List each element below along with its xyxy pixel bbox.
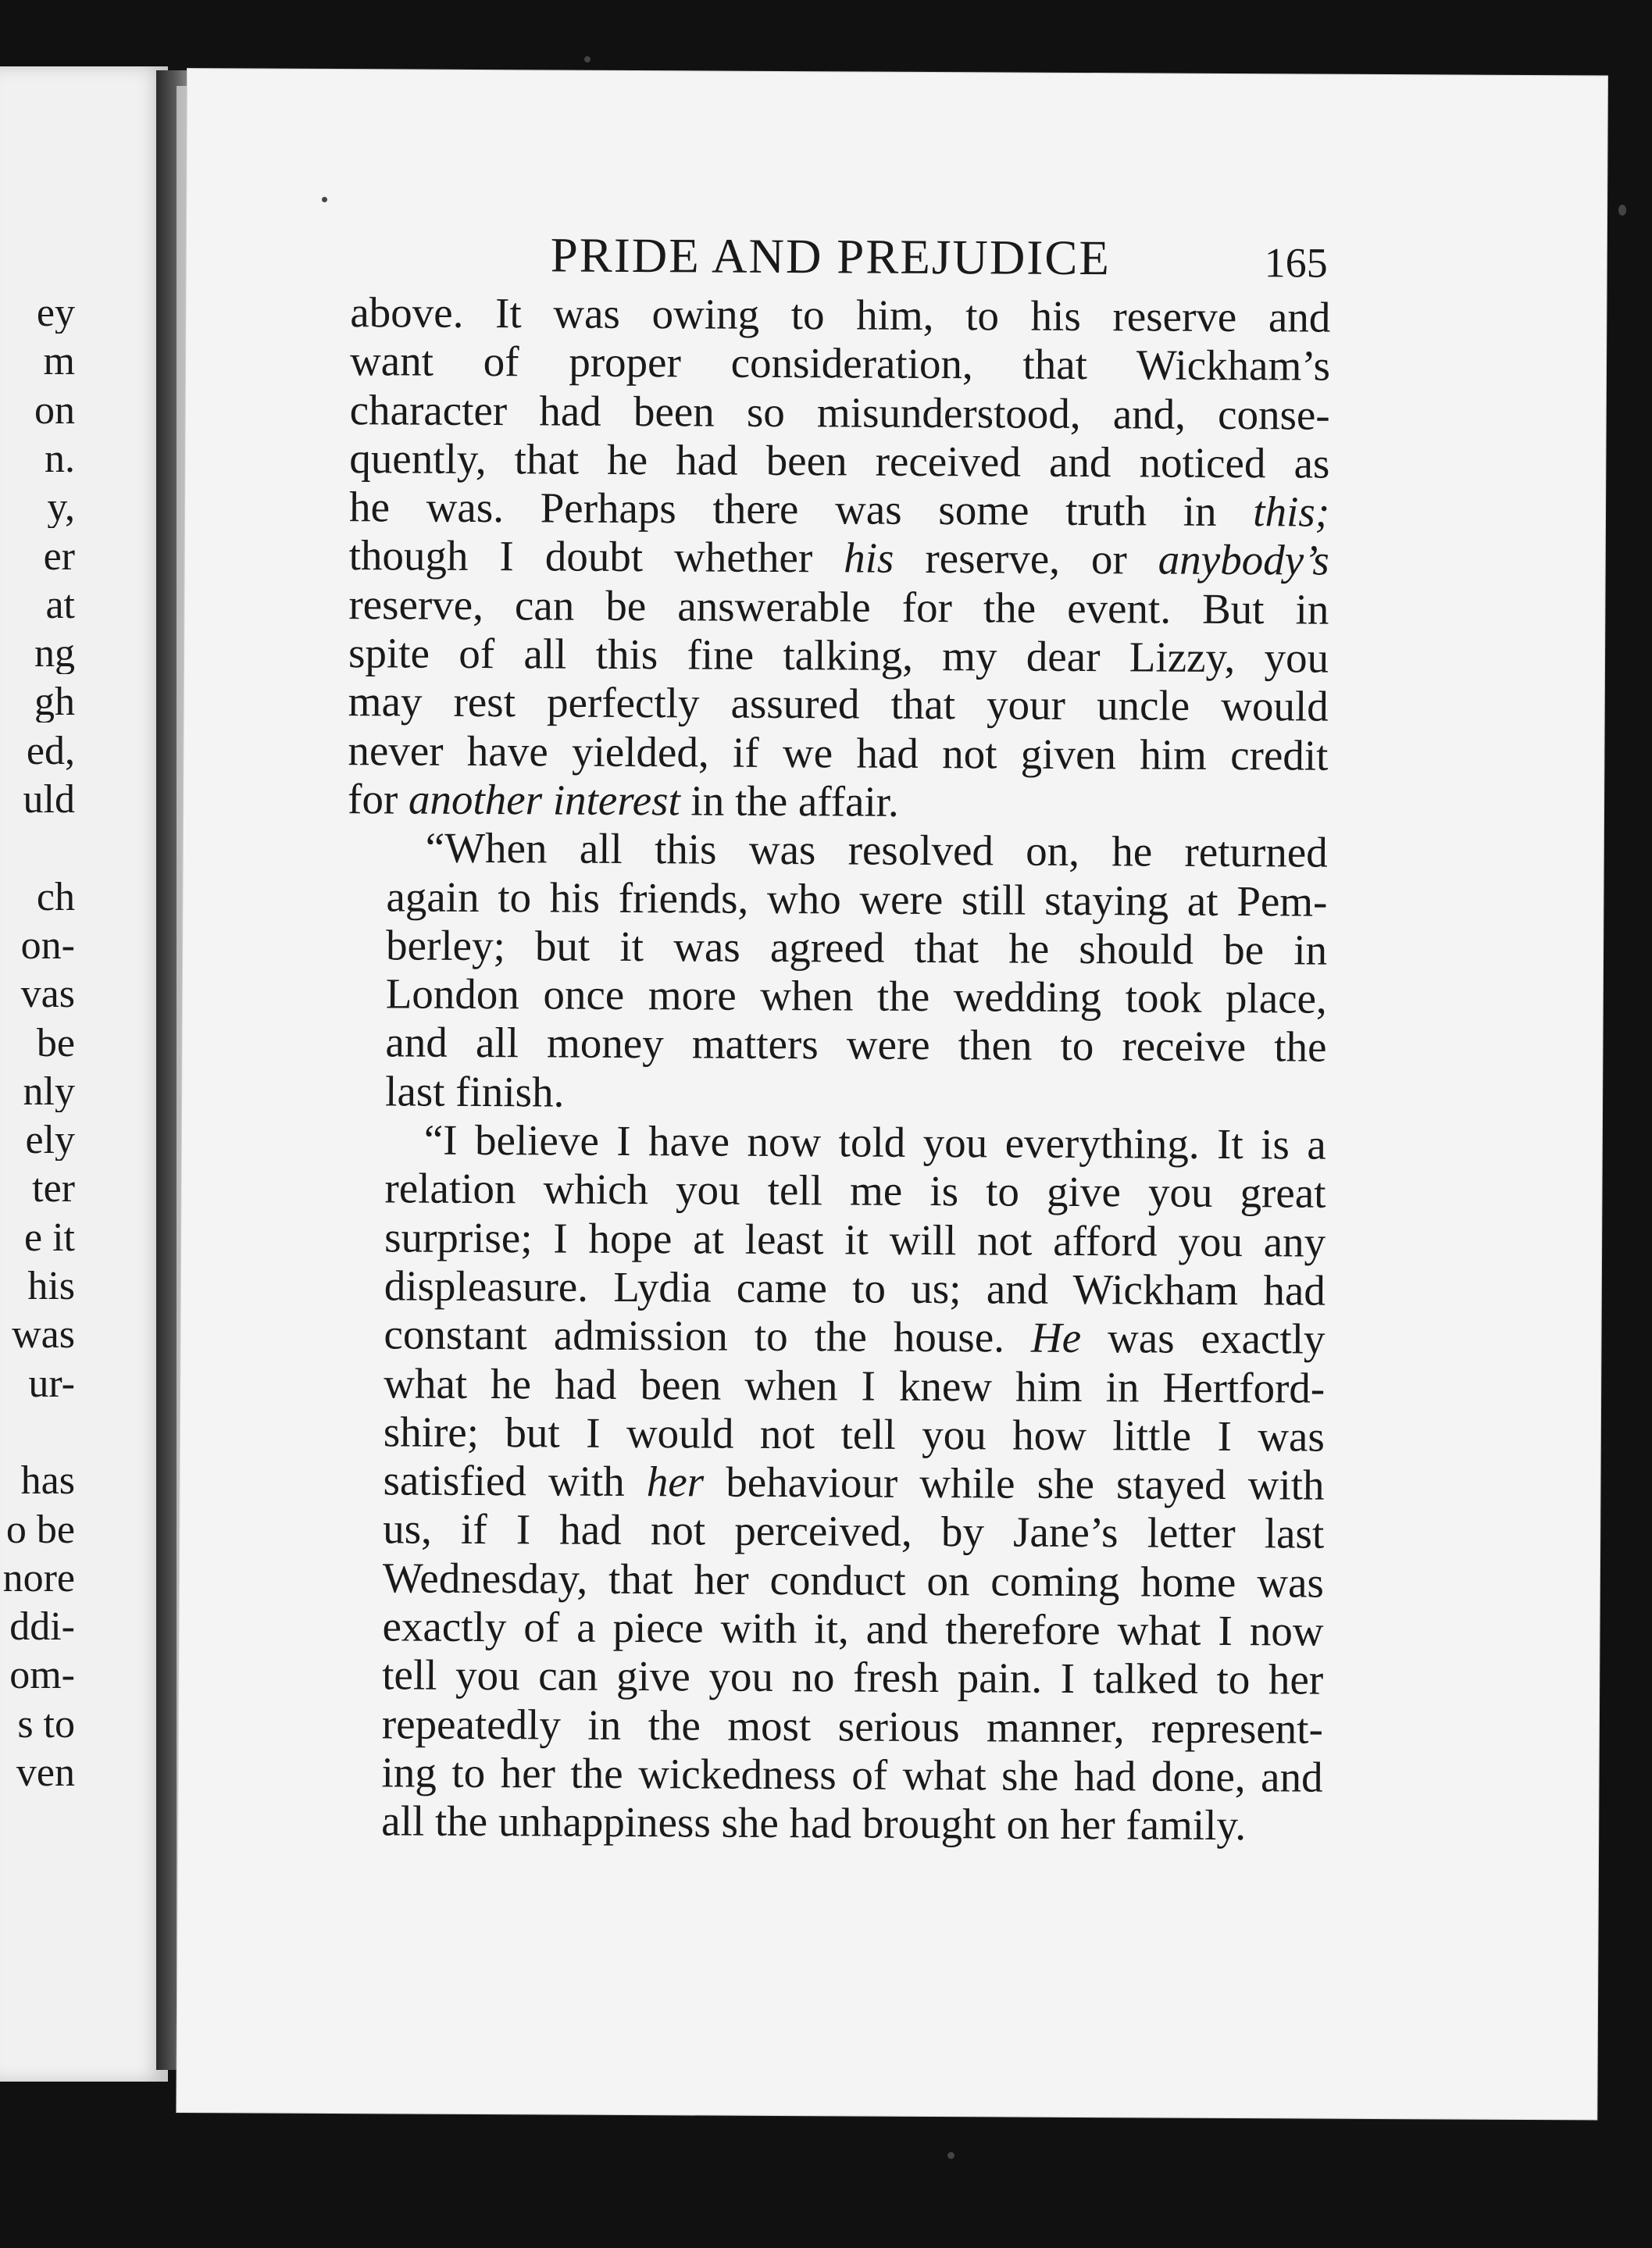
text-line: never have yielded, if we had not given him credit xyxy=(348,726,1329,780)
previous-page-line: has xyxy=(20,1461,75,1502)
text-line: constant admission to the house. He was exactly xyxy=(384,1310,1326,1363)
previous-page-line: ely xyxy=(25,1120,75,1161)
previous-page-line: nore xyxy=(2,1558,75,1599)
previous-page-line: ter xyxy=(32,1169,75,1210)
previous-page-line: vas xyxy=(20,974,75,1015)
previous-page-line: was xyxy=(12,1315,75,1356)
previous-page-line: o be xyxy=(5,1509,75,1550)
text-line: want of proper consideration, that Wickham’s xyxy=(349,337,1331,390)
previous-page-text xyxy=(0,66,168,2082)
text-line: “I believe I have now told you everything. It is a xyxy=(423,1115,1326,1169)
previous-page-line: y, xyxy=(47,487,75,529)
text-line: repeatedly in the most serious manner, represent- xyxy=(381,1699,1324,1753)
text-line: above. It was owing to him, to his reserve and xyxy=(350,288,1331,341)
previous-page-line: s to xyxy=(17,1704,75,1745)
running-title: PRIDE AND PREJUDICE xyxy=(550,227,1111,286)
previous-page-fragment xyxy=(0,66,168,2082)
previous-page-line: ch xyxy=(36,876,75,918)
text-line: spite of all this fine talking, my dear Lizzy, you xyxy=(348,629,1329,682)
text-line: quently, that he had been received and noticed as xyxy=(349,434,1330,487)
scan-speck xyxy=(947,2152,954,2159)
text-line: satisfied with her behaviour while she stayed with xyxy=(383,1456,1325,1509)
text-line: exactly of a piece with it, and therefore what I now xyxy=(382,1602,1324,1655)
previous-page-line: ur- xyxy=(28,1363,75,1404)
text-line: and all money matters were then to receive the xyxy=(385,1018,1327,1072)
previous-page-line: n. xyxy=(45,438,75,480)
previous-page-line: gh xyxy=(34,682,75,723)
text-line: ing to her the wickedness of what she had done, and xyxy=(381,1748,1323,1801)
previous-page-line: his xyxy=(27,1266,75,1307)
book-page xyxy=(177,69,1607,2119)
text-line: last finish. xyxy=(384,1067,565,1116)
text-line: displeasure. Lydia came to us; and Wickham had xyxy=(384,1261,1326,1315)
previous-page-line: be xyxy=(36,1022,75,1064)
text-line: us, if I had not perceived, by Jane’s letter last xyxy=(383,1504,1325,1558)
previous-page-line: ven xyxy=(16,1753,75,1793)
scan-speck xyxy=(584,56,591,62)
paragraph xyxy=(348,288,1331,829)
text-line: tell you can give you no fresh pain. I talked to her xyxy=(382,1650,1324,1704)
text-line: London once more when the wedding took place, xyxy=(385,969,1327,1022)
previous-page-line: ey xyxy=(36,293,75,334)
text-line: berley; but it was agreed that he should be in xyxy=(385,921,1328,974)
previous-page-line: om- xyxy=(9,1655,75,1697)
text-line: for another interest in the affair. xyxy=(347,775,899,826)
text-line: shire; but I would not tell you how little I was xyxy=(383,1408,1326,1461)
text-line: though I doubt whether his reserve, or anybody’s xyxy=(348,531,1329,585)
page-number: 165 xyxy=(1264,239,1328,287)
text-line: he was. Perhaps there was some truth in this; xyxy=(348,483,1330,536)
previous-page-line: ng xyxy=(34,633,75,675)
text-line: may rest perfectly assured that your uncle would xyxy=(348,677,1329,731)
previous-page-line: at xyxy=(45,584,75,626)
previous-page-line: e it xyxy=(24,1217,75,1258)
paragraph xyxy=(346,823,1328,1120)
text-line: again to his friends, who were still staying at Pem- xyxy=(386,872,1328,926)
previous-page-line: ed, xyxy=(26,730,75,772)
previous-page-line: er xyxy=(43,536,75,577)
scan-speck xyxy=(322,197,327,202)
text-line: Wednesday, that her conduct on coming home was xyxy=(382,1554,1325,1607)
text-line: all the unhappiness she had brought on her family. xyxy=(381,1797,1247,1850)
text-line: surprise; I hope at least it will not afford you any xyxy=(384,1212,1326,1266)
previous-page-line: nly xyxy=(23,1071,75,1112)
text-line: what he had been when I knew him in Hertford- xyxy=(384,1358,1326,1412)
previous-page-line: uld xyxy=(23,780,75,820)
text-line: “When all this was resolved on, he returned xyxy=(425,823,1328,876)
text-line: character had been so misunderstood, and, conse- xyxy=(349,385,1330,439)
page-body-text xyxy=(342,288,1330,1850)
scan-speck xyxy=(1618,205,1626,216)
previous-page-line: on- xyxy=(20,925,75,966)
previous-page-line: m xyxy=(43,341,75,383)
text-line: reserve, can be answerable for the event. But in xyxy=(348,580,1329,633)
paragraph xyxy=(342,1115,1326,1850)
previous-page-line: ddi- xyxy=(9,1607,75,1648)
previous-page-line: on xyxy=(34,390,75,431)
text-line: relation which you tell me is to give you great xyxy=(384,1164,1326,1217)
